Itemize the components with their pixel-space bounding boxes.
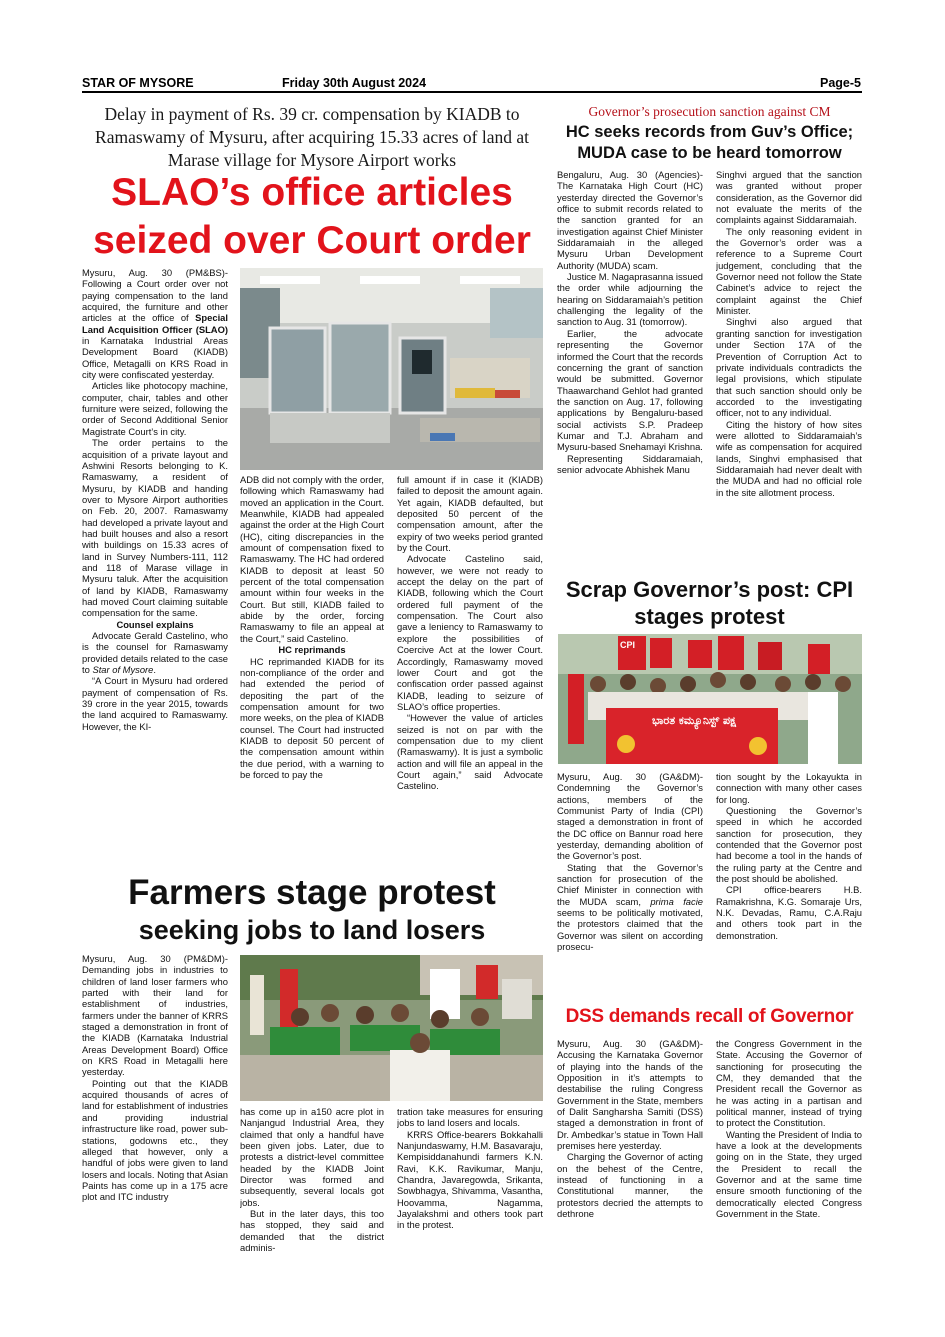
story1-column-3 (397, 474, 543, 872)
story4-paragraph: tration take measures for ensuring jobs to land losers and locals. (397, 1106, 543, 1129)
story4-paragraph: Pointing out that the KIADB acquired thousands of acres of land for establishment of industries and providing industrial infrastructure like road, power sub-stations, godowns etc., they alleged that however, only a handful of jobs were given to land losers and locals. Noting that Asian Paints has come up in a 175 acre plot and ITC industry (82, 1077, 228, 1203)
page-number: Page-5 (820, 76, 861, 90)
story4-paragraph: has come up in a150 acre plot in Nanjangud Industrial Area, they claimed that only a handful have been given jobs. Later, due to protests a district-level committee headed by the KIADB Joint Director was formed and subsequently, several locals got jobs. (240, 1106, 384, 1208)
story4-column-3 (397, 1106, 543, 1266)
story1-paragraph: “A Court in Mysuru had ordered payment of compensation of Rs. 39 crore in the year 2015, towards the land acquired to Ramaswamy. However, the KI- (82, 675, 228, 732)
story3-column-1 (557, 771, 703, 999)
story1-paragraph: The order pertains to the acquisition of a private layout and Ashwini Resorts belonging to K. Ramaswamy, a resident of Mysuru, by KIADB and handing over to Mysore Airport authorities on Feb. 20, 2007. Ramaswamy had developed a private layout and had built houses and also a resort with buildings on 15.33 acres of land in Survey Numbers-111, 112 and 118 of Marase village in Mysuru taluk. After the acquisition of land by KIADB, Ramaswamy had moved Court claiming suitable compensation for the same. (82, 437, 228, 619)
story3-column-2 (716, 771, 862, 999)
story5-paragraph: Mysuru, Aug. 30 (GA&DM)- Accusing the Karnataka Governor of playing into the hands of the Opposition in it’s attempts to destabilise the ruling Congress Government in the State, members of Dalit Sangharsha Samiti (DSS) staged a demonstration in front of Dr. Ambedkar’s statue in Town Hall premises here yesterday. (557, 1038, 703, 1152)
story1-lead-end: in Karnataka Industrial Areas Development Board (KIADB) Office, Metagalli on KRS Road in city were confiscated yesterday. (82, 335, 228, 381)
story2-column-1 (557, 169, 703, 575)
period: . (153, 664, 157, 676)
story1-paragraph: HC reprimanded KIADB for its non-compliance of the order and had extended the period of depositing the part of the compensation amount for two more weeks, on the plea of KIADB counsel. The Court had instructed KIADB to deposit 50 percent of the compensation amount within the due period, with a warning to be forced to pay the (240, 655, 384, 780)
story1-subhead-counsel: Counsel explains (116, 618, 194, 630)
story5-column-1 (557, 1038, 703, 1266)
story2-paragraph: The only reasoning evident in the Governor’s order was a reference to a Supreme Court judgement, concluding that the Governor need not follow the State Cabinet’s advice to reject the complaint against the Chief Minister. (716, 225, 862, 317)
flag-text: CPI (620, 640, 636, 650)
story1-subhead-hc: HC reprimands (278, 644, 346, 656)
masthead-rule (82, 91, 862, 93)
farmers-protest-photo (240, 955, 543, 1101)
issue-date: Friday 30th August 2024 (282, 76, 427, 90)
farmers-protest-icon (240, 955, 543, 1101)
story4-column-2 (240, 1106, 384, 1266)
story3-paragraph: tion sought by the Lokayukta in connection with many other cases for long. (716, 771, 862, 805)
story1-column-1 (82, 267, 228, 871)
story1-paragraph: Advocate Gerald Castelino, who is the counsel for Ramaswamy provided details related to the case to (82, 630, 228, 676)
story4-paragraph: But in the later days, this too has stopped, they said and demanded that the district adminis- (240, 1208, 384, 1254)
story4-paragraph: Mysuru, Aug. 30 (PM&DM)- Demanding jobs in industries to children of land loser farmers who parted with their land for establishment of industries, farmers under the banner of KRRS staged a demonstration in front of the KIADB (Karnataka Industrial Areas Development Board) Office on KRS Road in Metagalli here yesterday. (82, 953, 228, 1078)
story1-column-2 (240, 474, 384, 872)
story1-lead: Mysuru, Aug. 30 (PM&BS)- Following a Court order over not paying compensation to the land acquired, the furniture and other articles at the office of (82, 267, 228, 324)
story3-paragraph: CPI office-bearers H.B. Ramakrishna, K.G. Somaraje Urs, N.K. Devadas, Ramu, C.A.Raju and others took part in the demonstration. (716, 884, 862, 941)
office-interior-icon (240, 268, 543, 470)
story2-paragraph: Citing the history of how sites were allotted to Siddaramaiah’s wife as compensation for acquired lands, Singhvi emphasised that Siddaramaiah had never dealt with the MUDA and had no official role in the site allotment process. (716, 418, 862, 498)
story1-paragraph: Articles like photocopy machine, computer, chair, tables and other furniture were seized, following the order of Second Additional Senior Magistrate Court’s in city. (82, 380, 228, 437)
story5-paragraph: Charging the Governor of acting on the behest of the Centre, instead of functioning in a Constitutional manner, the protestors decried the attempts to dethrone (557, 1151, 703, 1220)
story5-paragraph: Wanting the President of India to have a look at the developments going on in the State, they urged the President to recall the Governor and at the same time ensure smooth functioning of the democratically elected Congress Government in the State. (716, 1128, 862, 1220)
story1-paragraph: ADB did not comply with the order, following which Ramaswamy had moved an application in the Court. Meanwhile, KIADB had appealed against the order at the High Court (HC), citing discrepancies in the amount of compensation fixed to Ramaswamy. The HC had ordered KIADB to deposit at least 50 percent of the total compensation amount within four weeks in the Court. But still, KIADB failed to abide by the order, forcing Ramaswamy to file an appeal at the Court,” said Castelino. (240, 474, 384, 644)
story1-paragraph: Advocate Castelino said, however, we were not ready to accept the delay on the part of KIADB, following which the Court ordered full payment of the compensation. The Court also gave a leniency to Ramaswamy to explore the possibilities of Coercive Act at the lower Court. Accordingly, Ramaswamy moved lower Court and got the confiscation order passed against KIADB, leading to seizure of SLAO’s office properties. (397, 553, 543, 712)
office-interior-photo (240, 268, 543, 470)
story3-paragraph-end: seems to be politically motivated, the protestors claimed that the Governor was silent on according prosecu- (557, 907, 703, 953)
story2-paragraph: Representing Siddaramaiah, senior advocate Abhishek Manu (557, 452, 703, 475)
story4-column-1 (82, 953, 228, 1265)
story1-paragraph: “However the value of articles seized is not on par with the compensation due to my client (Ramaswamy). It is just a symbolic action and will file an appeal in the Court again,” said Advocate Castelino. (397, 712, 543, 792)
story1-headline-line2: seized over Court order (93, 219, 531, 262)
slao-bold: Special Land Acquisition Officer (SLAO) (82, 312, 228, 335)
story1-headline-line1: SLAO’s office articles (111, 171, 513, 214)
paper-name: STAR OF MYSORE (82, 76, 194, 90)
story2-column-2 (716, 169, 862, 575)
story2-paragraph: Justice M. Nagaprasanna issued the order while adjourning the hearing on Siddaramaiah’s petition challenging the legality of the sanction to Aug. 31 (tomorrow). (557, 271, 703, 328)
story2-paragraph: Singhvi also argued that granting sanction for investigation under Section 17A of the Prevention of Corruption Act to private individuals contradicts the legal provisions, which stipulate that such sanction should only be accorded to the investigating officer, not to any individual. (716, 316, 862, 419)
story3-paragraph: Stating that the Governor’s sanction for prosecution of the Chief Minister in connection with the MUDA scam, (557, 861, 703, 907)
story2-paragraph: Singhvi argued that the sanction was granted without proper consideration, as the Governor did not evaluate the merits of the complaints against Siddaramaiah. (716, 169, 862, 226)
story2-kicker: Governor’s prosecution sanction against CM (588, 104, 831, 119)
story3-paragraph: Mysuru, Aug. 30 (GA&DM)- Condemning the Governor’s actions, members of the Communist Party of India (CPI) staged a demonstration in front of the DC office on Bannur road here yesterday, demanding abolition of the Governor’s post. (557, 771, 703, 862)
cpi-protest-icon (558, 634, 862, 764)
italic-phrase: prima facie (650, 895, 703, 907)
banner-text: ಭಾರತ ಕಮ್ಯೂನಿಸ್ಟ್ ಪಕ್ಷ (652, 714, 736, 727)
paper-name-italic: Star of Mysore (92, 664, 154, 676)
cpi-protest-photo (558, 634, 862, 764)
story2-paragraph: Earlier, the advocate representing the Governor informed the Court that the records concerning the grant of sanction would be submitted. Governor Thaawarchand Gehlot had granted the sanction on Aug. 17, following applications by Bengaluru-based social activists S.P. Pradeep Kumar and T.J. Abraham and Mysuru-based Snehamayi Krishna. (557, 327, 703, 453)
story2-headline: HC seeks records from Guv’s Office; MUDA case to be heard tomorrow (565, 123, 854, 162)
story2-paragraph: Bengaluru, Aug. 30 (Agencies)- The Karnataka High Court (HC) yesterday directed the Governor’s office to submit records related to the sanction granted for an investigation against Chief Minister Siddaramaiah in the alleged Mysuru Urban Development Authority (MUDA) scam. (557, 169, 703, 271)
story5-headline: DSS demands recall of Governor (565, 1006, 854, 1027)
story1-deck: Delay in payment of Rs. 39 cr. compensation by KIADB to Ramaswamy of Mysuru, after acquiring 15.33 acres of land at Marase village for Mysore Airport works (95, 104, 529, 170)
story5-column-2 (716, 1038, 862, 1266)
story3-headline: Scrap Governor’s post: CPI stages protest (565, 577, 854, 629)
story3-paragraph: Questioning the Governor’s speed in which he accorded sanction for prosecution, they contended that the Governor post had become a tool in the hands of the ruling party at the Centre and the post should be abolished. (716, 805, 862, 885)
story4-headline-line2: seeking jobs to land losers (138, 915, 486, 945)
story5-paragraph: the Congress Government in the State. Accusing the Governor of sanctioning for prosecuting the CM, they demanded that the President recall the Governor as he was acting in a partisan and political manner, instead of trying to protect the Constitution. (716, 1038, 862, 1129)
story4-paragraph: KRRS Office-bearers Bokkahalli Nanjundaswamy, H.M. Basavaraju, Kempisiddanahundi farmers K.N. Ravi, K.K. Ravikumar, Manju, Chandra, Javaregowda, Srikanta, Sowbhagya, Shivamma, Vasantha, Hoovamma, Nagamma, Jayalakshmi and others took part in the protest. (397, 1128, 543, 1231)
story1-paragraph: full amount if in case it (KIADB) failed to deposit the amount again. Yet again, KIADB defaulted, but deposited 50 percent of the compensation amount, after the expiry of two weeks period granted by the Court. (397, 474, 543, 554)
story4-headline-line1: Farmers stage protest (128, 873, 496, 912)
